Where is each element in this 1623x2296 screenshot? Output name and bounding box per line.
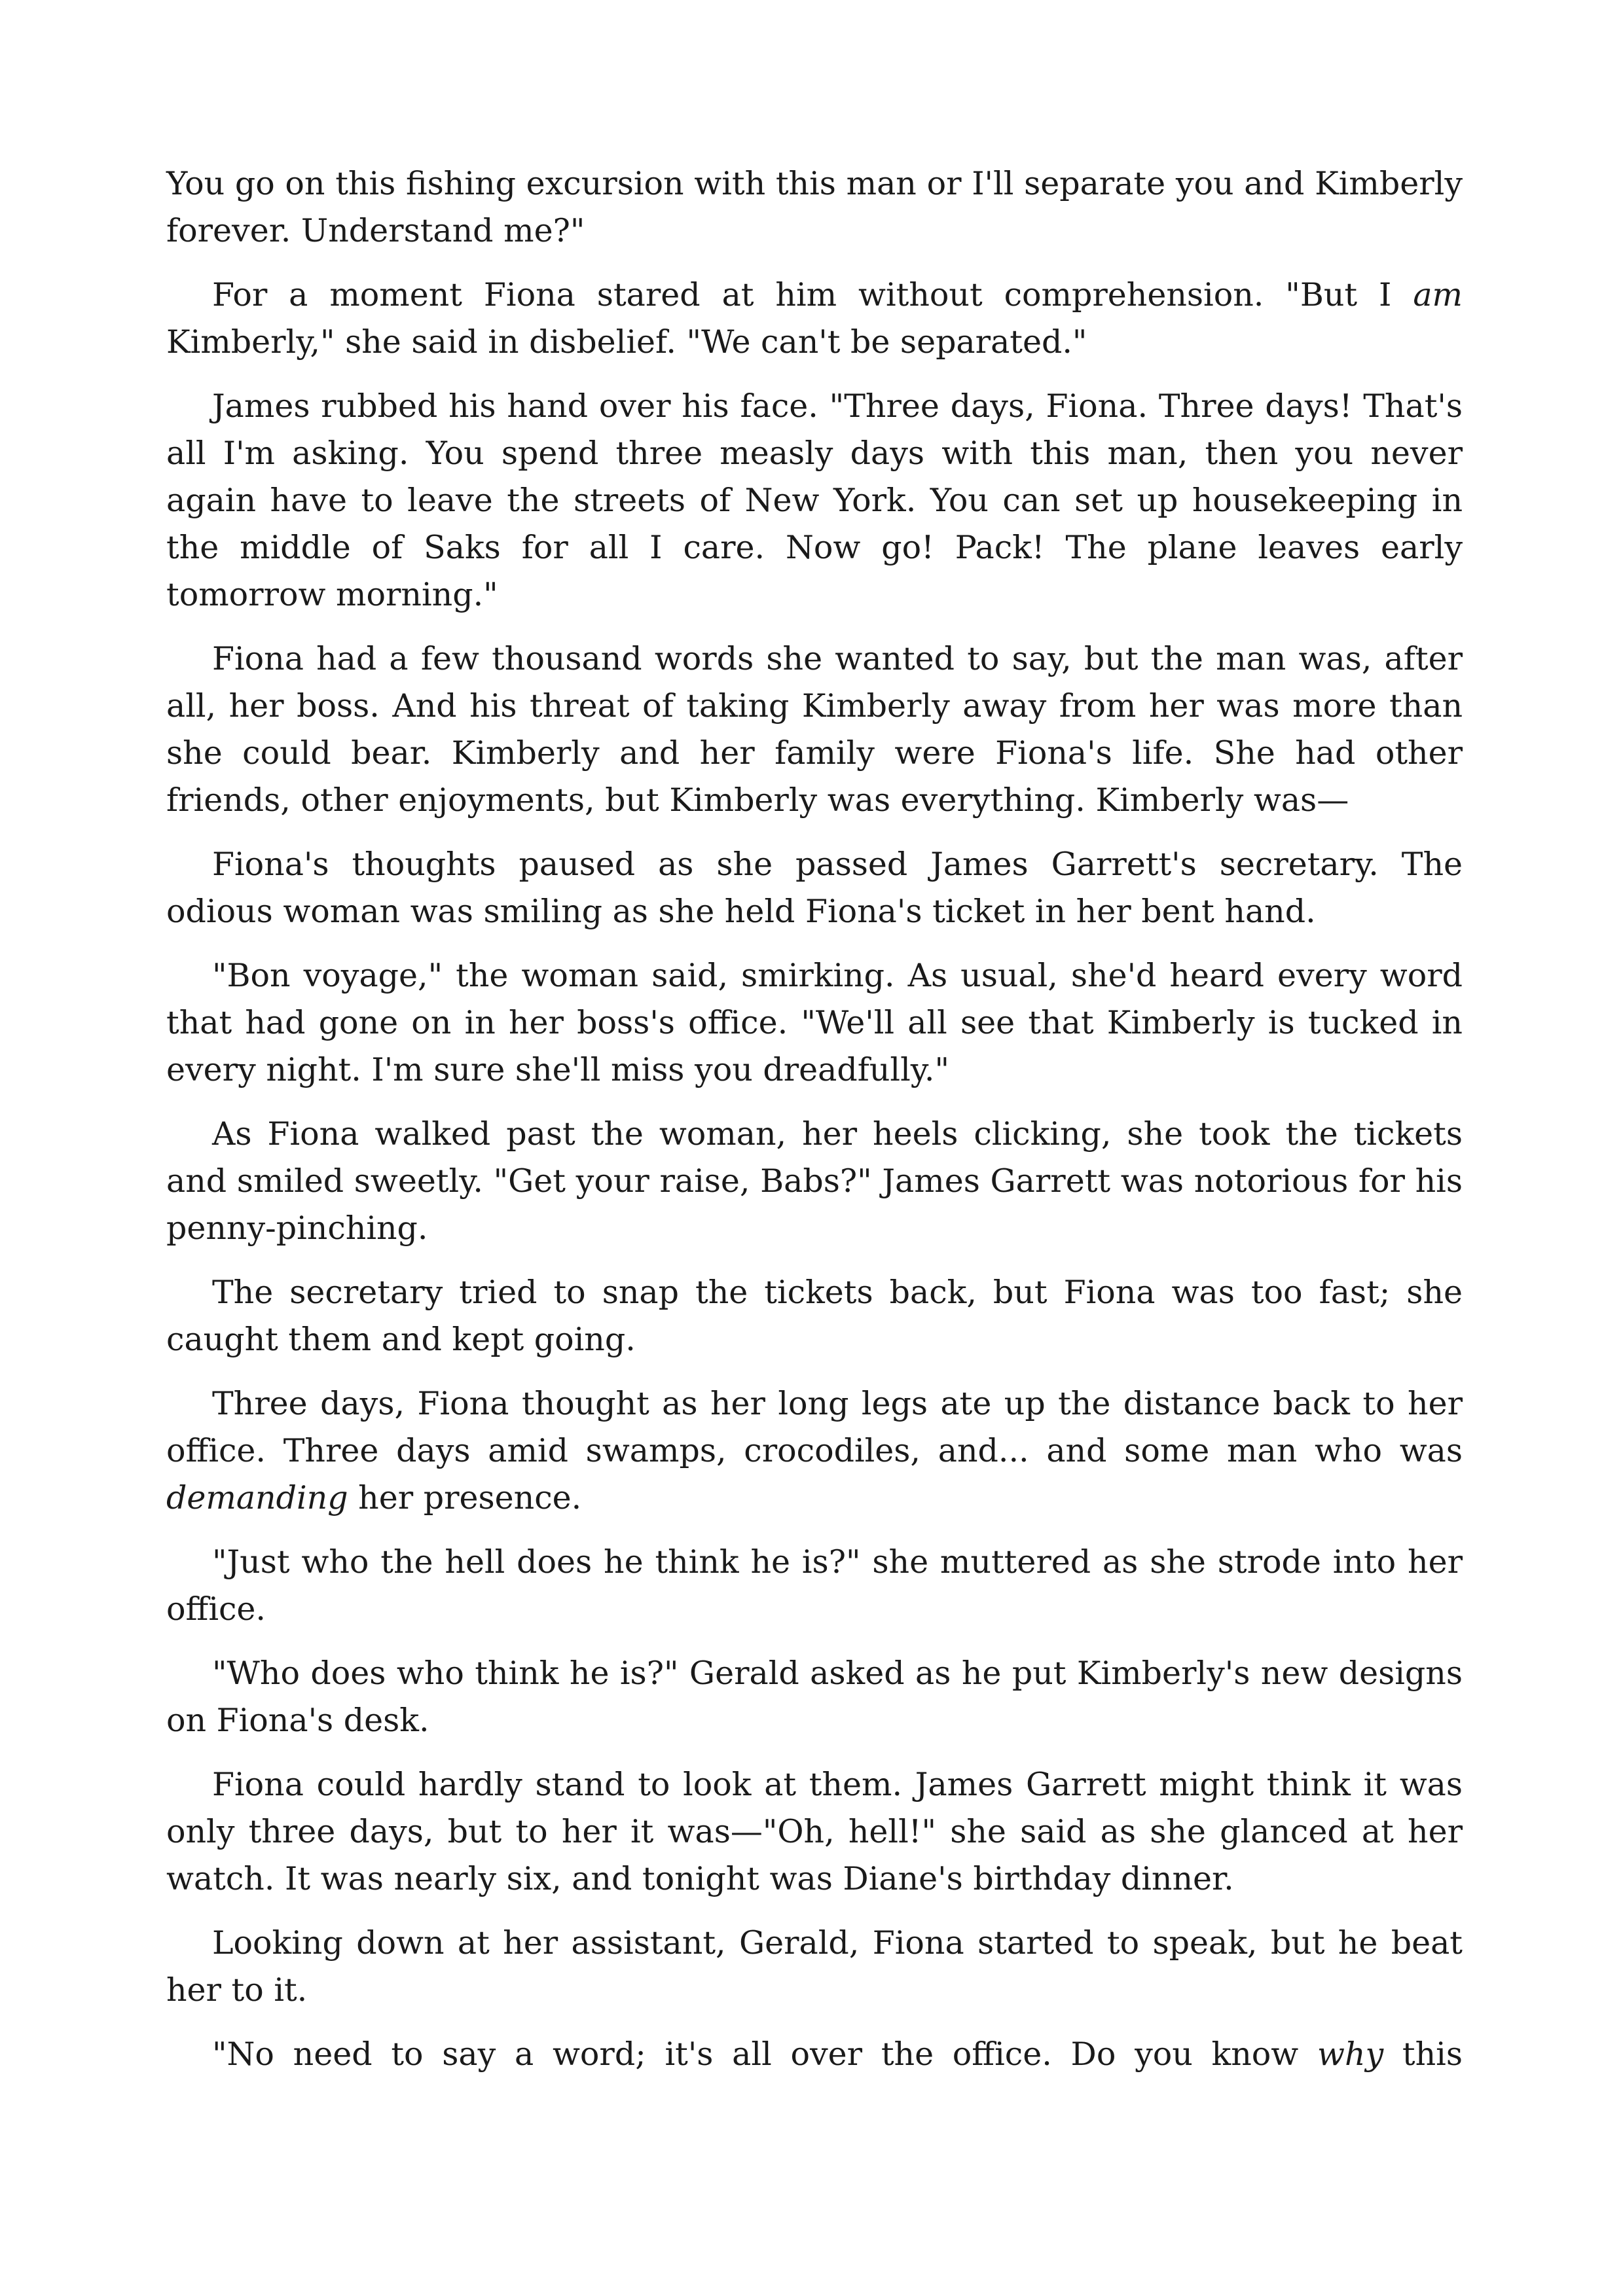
paragraph-12 [166,1761,1463,1903]
paragraph-14-text-a: "No need to say a word; it's all over the office. Do you know [212,2036,1317,2073]
paragraph-6 [166,952,1463,1094]
paragraph-11-text: "Who does who think he is?" Gerald asked as he put Kimberly's new designs on Fiona's desk. [166,1655,1463,1739]
paragraph-11 [166,1650,1463,1744]
paragraph-6-text: "Bon voyage," the woman said, smirking. As usual, she'd heard every word that had gone on in her boss's office. "We'll all see that Kimberly is tucked in every night. I'm sure she'll miss you dreadfully." [166,957,1463,1088]
paragraph-5-text: Fiona's thoughts paused as she passed James Garrett's secretary. The odious woman was smiling as she held Fiona's ticket in her bent hand. [166,846,1463,930]
paragraph-2-text-b: Kimberly," she said in disbelief. "We can't be separated." [166,323,1087,361]
paragraph-7 [166,1111,1463,1252]
paragraph-13-text: Looking down at her assistant, Gerald, Fiona started to speak, but he beat her to it. [166,1924,1463,2009]
paragraph-9-text-a: Three days, Fiona thought as her long legs ate up the distance back to her office. Three days amid swamps, crocodiles, and... and some man who was [166,1385,1463,1469]
paragraph-3 [166,383,1463,619]
paragraph-1-text: You go on this fishing excursion with this man or I'll separate you and Kimberly forever. Understand me?" [166,165,1463,249]
paragraph-1 [166,160,1463,255]
paragraph-14-text-b: this [1383,2036,1463,2073]
paragraph-8-text: The secretary tried to snap the tickets back, but Fiona was too fast; she caught them and kept going. [166,1274,1463,1358]
paragraph-13 [166,1920,1463,2014]
paragraph-8 [166,1269,1463,1363]
paragraph-9 [166,1380,1463,1522]
paragraph-10 [166,1539,1463,1633]
paragraph-14-emphasis: why [1317,2036,1384,2073]
paragraph-7-text: As Fiona walked past the woman, her heels clicking, she took the tickets and smiled sweetly. "Get your raise, Babs?" James Garrett was notorious for his penny-pinching. [166,1115,1463,1247]
paragraph-2 [166,272,1463,366]
paragraph-12-text: Fiona could hardly stand to look at them. James Garrett might think it was only three days, but to her it was—"Oh, hell!" she said as she glanced at her watch. It was nearly six, and tonight was Diane's birthday dinner. [166,1766,1463,1897]
paragraph-4-text: Fiona had a few thousand words she wanted to say, but the man was, after all, her boss. And his threat of taking Kimberly away from her was more than she could bear. Kimberly and her family were Fiona's life. She had other friends, other enjoyments, but Kimberly was everything. Kimberly was— [166,640,1463,819]
paragraph-2-emphasis: am [1413,276,1463,314]
paragraph-14 [166,2031,1463,2078]
paragraph-4 [166,636,1463,824]
paragraph-5 [166,841,1463,935]
paragraph-9-emphasis: demanding [166,1479,348,1516]
paragraph-10-text: "Just who the hell does he think he is?" she muttered as she strode into her office. [166,1543,1463,1628]
paragraph-3-text: James rubbed his hand over his face. "Three days, Fiona. Three days! That's all I'm asking. You spend three measly days with this man, then you never again have to leave the streets of New York. You can set up housekeeping in the middle of Saks for all I care. Now go! Pack! The plane leaves early tomorrow morning." [166,387,1463,613]
body-text [166,160,1463,2078]
paragraph-2-text-a: For a moment Fiona stared at him without comprehension. "But I [212,276,1413,314]
paragraph-9-text-b: her presence. [348,1479,582,1516]
